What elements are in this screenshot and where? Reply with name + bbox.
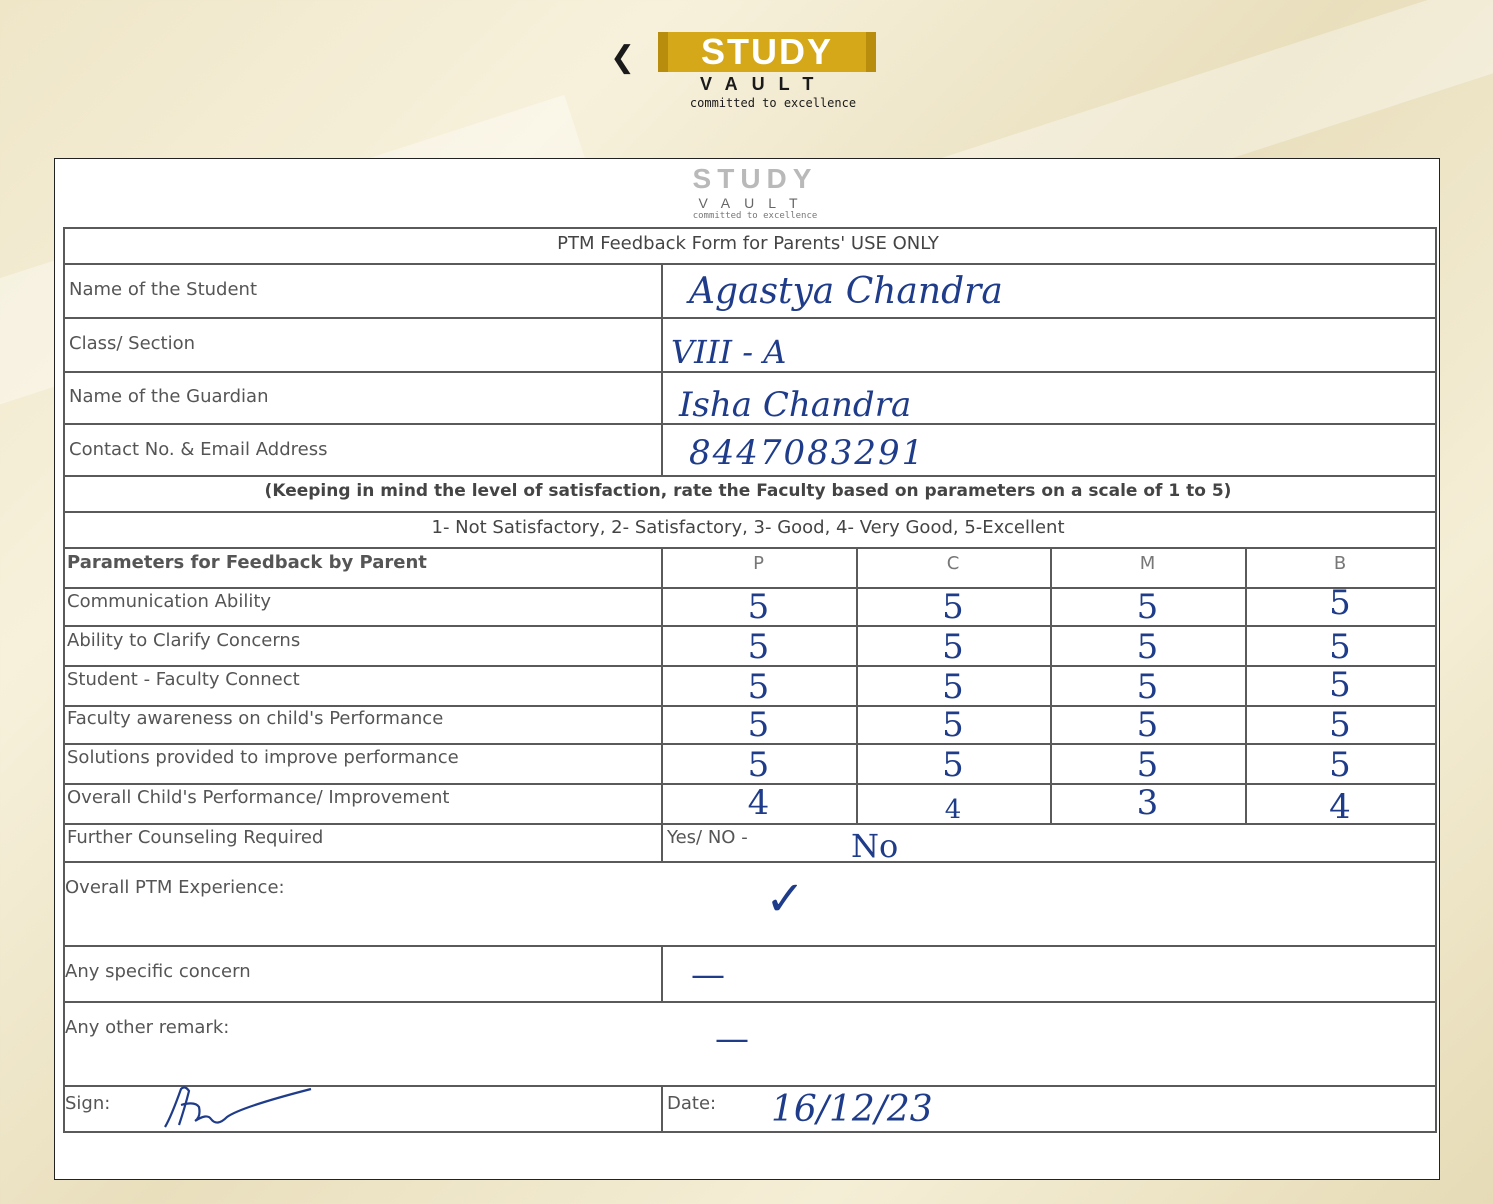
rating-param: Overall Child's Performance/ Improvement [67,787,450,808]
rating-value: 4 [944,795,962,825]
field-label-contact: Contact No. & Email Address [69,439,328,460]
table-line [661,945,663,1001]
params-header: Parameters for Feedback by Parent [67,552,427,573]
counseling-label: Further Counseling Required [67,827,324,848]
rating-value: 5 [747,705,770,745]
table-line [63,227,1437,229]
rating-param: Student - Faculty Connect [67,669,300,690]
signature-image [151,1077,321,1137]
subject-header-b: B [1333,553,1347,574]
field-label-guardian-name: Name of the Guardian [69,386,269,407]
counseling-answer: No [851,827,899,865]
table-line [661,1085,663,1131]
rating-value: 5 [1329,705,1351,745]
field-value-guardian-name: Isha Chandra [679,385,912,425]
rating-value: 5 [747,587,770,627]
rating-param: Ability to Clarify Concerns [67,630,301,651]
table-line [661,263,663,475]
form-title: PTM Feedback Form for Parents' USE ONLY [557,233,939,254]
rating-value: 5 [942,587,964,627]
rating-value: 5 [1136,705,1159,745]
table-line [63,547,1437,549]
form-logo-tagline: committed to excellence [692,211,818,221]
rating-param: Faculty awareness on child's Performance [67,708,444,729]
rating-value: 5 [1136,745,1159,785]
concern-value: — [691,955,725,995]
sign-label: Sign: [65,1093,111,1114]
date-label: Date: [667,1093,717,1114]
rating-value: 4 [1329,787,1351,827]
rating-value: 5 [1329,745,1351,785]
rating-value: 5 [942,705,964,745]
rating-value: 5 [1329,583,1351,623]
concern-label: Any specific concern [65,961,251,982]
table-line [63,227,65,1131]
field-label-class-section: Class/ Section [69,333,196,354]
rating-value: 5 [747,745,770,785]
rating-param: Solutions provided to improve performance [67,747,459,768]
rating-value: 4 [747,783,770,823]
rating-value: 5 [1329,665,1351,705]
form-logo-sub: VAULT [698,195,812,211]
field-value-class-section: VIII - A [671,333,787,371]
field-value-student-name: Agastya Chandra [689,271,1003,312]
table-line [63,263,1437,265]
logo-tagline: committed to excellence [689,96,857,110]
rating-value: 5 [942,667,964,707]
form-logo-brand: STUDY [692,163,818,194]
rating-param: Communication Ability [67,591,272,612]
table-line [1435,227,1437,1131]
rating-scale: 1- Not Satisfactory, 2- Satisfactory, 3- Good, 4- Very Good, 5-Excellent [431,517,1065,538]
experience-label: Overall PTM Experience: [65,877,285,898]
rating-value: 5 [747,627,770,667]
studyvault-logo [610,30,880,116]
rating-instruction: (Keeping in mind the level of satisfaction, rate the Faculty based on parameters on a scale of 1 to 5) [264,481,1232,501]
rating-value: 5 [1136,627,1159,667]
form-logo [625,163,885,221]
rating-value: 5 [1136,667,1159,707]
remark-value: — [715,1019,749,1059]
table-line [63,945,1437,947]
chevron-left-icon: ❮ [610,40,636,75]
table-line [63,511,1437,513]
subject-header-p: P [753,553,764,574]
counseling-prompt: Yes/ NO - [667,827,748,848]
rating-value: 5 [942,745,964,785]
rating-value: 5 [747,667,770,707]
rating-value: 5 [942,627,964,667]
remark-label: Any other remark: [65,1017,230,1038]
table-line [63,1001,1437,1003]
table-line [63,475,1437,477]
check-mark-icon: ✓ [765,871,806,927]
rating-value: 5 [1136,587,1159,627]
rating-value: 5 [1329,627,1351,667]
table-line [63,371,1437,373]
field-value-contact: 8447083291 [689,433,926,473]
logo-brand: STUDY [658,32,876,72]
logo-sub: VAULT [700,74,828,94]
table-line [63,317,1437,319]
rating-value: 3 [1136,783,1159,823]
table-line [63,861,1437,863]
date-value: 16/12/23 [771,1089,933,1130]
field-label-student-name: Name of the Student [69,279,258,300]
subject-header-c: C [946,553,960,574]
table-line [63,823,1437,825]
feedback-form-scan [54,158,1440,1180]
subject-header-m: M [1139,553,1156,574]
